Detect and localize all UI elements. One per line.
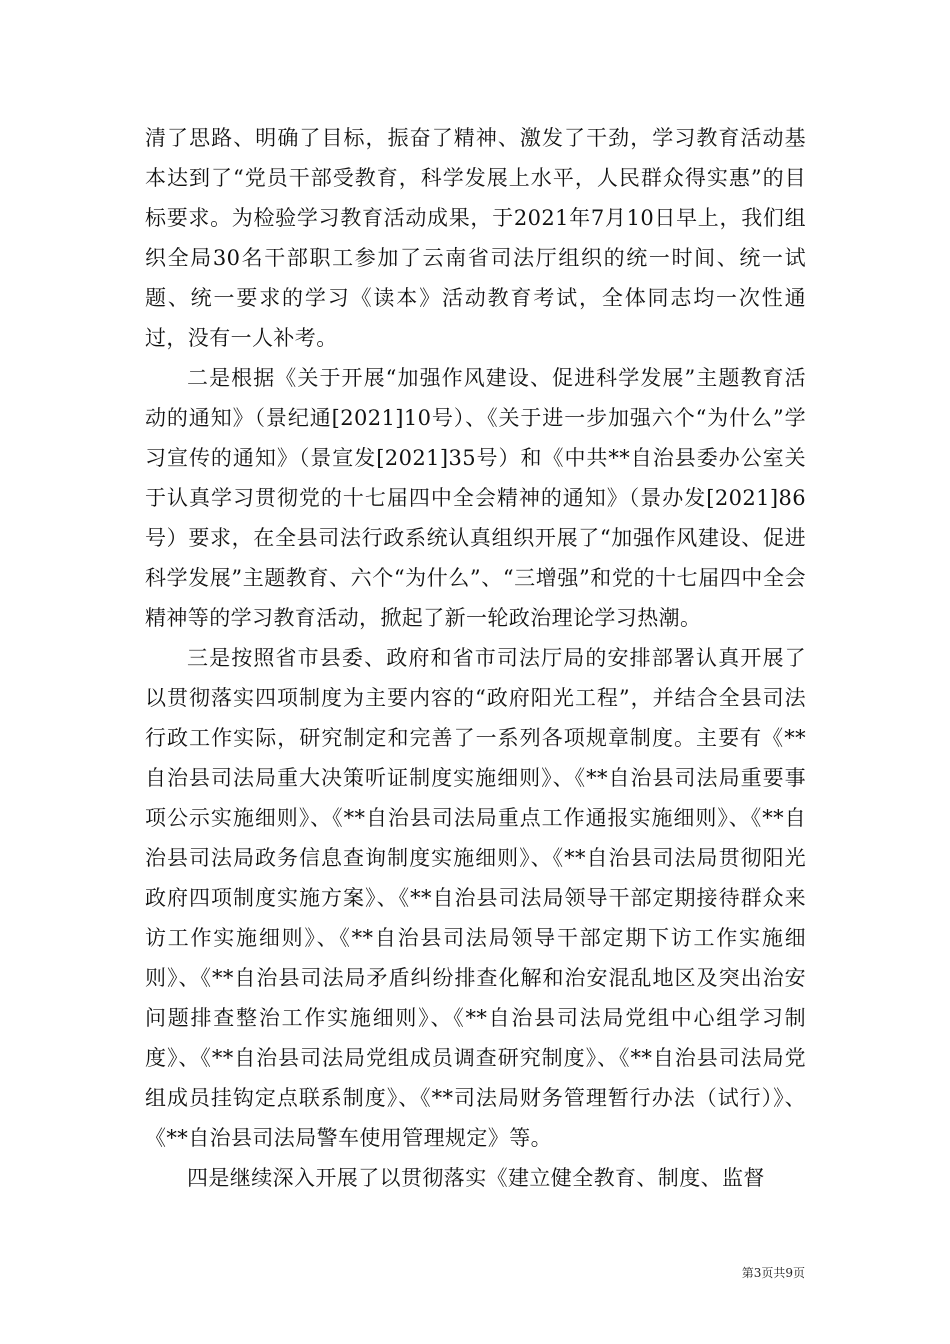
paragraph-item-four: 四是继续深入开展了以贯彻落实《建立健全教育、制度、监督 <box>187 1166 765 1190</box>
paragraph-continued: 清了思路、明确了目标，振奋了精神、激发了干劲，学习教育活动基本达到了“党员干部受教育，科学发展上水平，人民群众得实惠”的目标要求。为检验学习教育活动成果，于2021年7月10日早上，我们组织全局30名干部职工参加了云南省司法厅组织的统一时间、统一试题、统一要求的学习《读本》活动教育考试，全体同志均一次性通过，没有一人补考。 <box>145 126 806 350</box>
paragraph-item-two: 二是根据《关于开展“加强作风建设、促进科学发展”主题教育活动的通知》（景纪通[2021]10号）、《关于进一步加强六个“为什么”学习宣传的通知》（景宣发[2021]35号）和《中共**自治县委办公室关于认真学习贯彻党的十七届四中全会精神的通知》（景办发[2021]86号）要求，在全县司法行政系统认真组织开展了“加强作风建设、促进科学发展”主题教育、六个“为什么”、“三增强”和党的十七届四中全会精神等的学习教育活动，掀起了新一轮政治理论学习热潮。 <box>145 366 806 630</box>
paragraph-item-three: 三是按照省市县委、政府和省市司法厅局的安排部署认真开展了以贯彻落实四项制度为主要内容的“政府阳光工程”，并结合全县司法行政工作实际，研究制定和完善了一系列各项规章制度。主要有《**自治县司法局重大决策听证制度实施细则》、《**自治县司法局重要事项公示实施细则》、《**自治县司法局重点工作通报实施细则》、《**自治县司法局政务信息查询制度实施细则》、《**自治县司法局贯彻阳光政府四项制度实施方案》、《**自治县司法局领导干部定期接待群众来访工作实施细则》、《**自治县司法局领导干部定期下访工作实施细则》、《**自治县司法局矛盾纠纷排查化解和治安混乱地区及突出治安问题排查整治工作实施细则》、《**自治县司法局党组中心组学习制度》、《**自治县司法局党组成员调查研究制度》、《**自治县司法局党组成员挂钩定点联系制度》、《**司法局财务管理暂行办法（试行）》、《**自治县司法局警车使用管理规定》等。 <box>145 646 806 1150</box>
document-body <box>145 118 806 1198</box>
page-number-footer: 第3页共9页 <box>741 1266 805 1280</box>
